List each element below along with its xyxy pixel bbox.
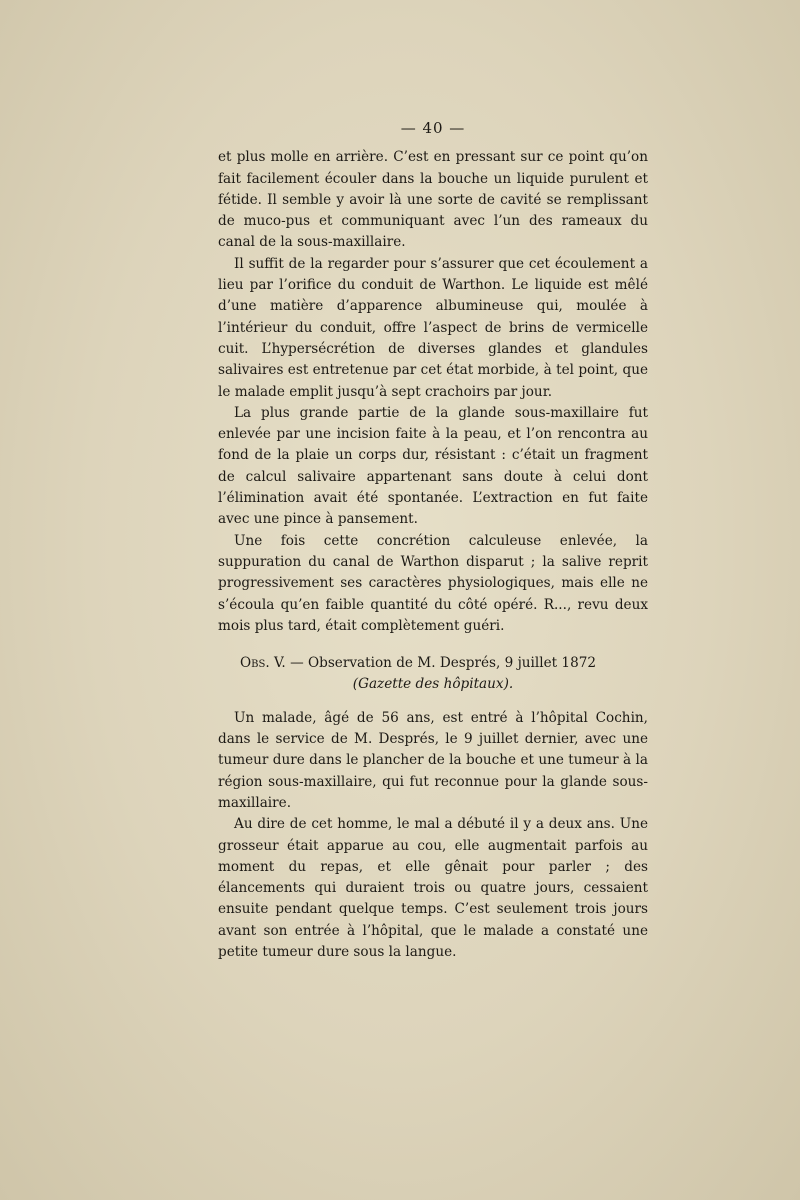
observation-label: Obs. V. (240, 655, 286, 672)
paragraph: Il suffit de la regarder pour s’assurer que cet écoulement a lieu par l’orifice du conduit de Warthon. Le liquide est mêlé d’une matière d’apparence albumineuse qui, moulée à l’intérieur du conduit, offre l’aspect de brins de vermicelle cuit. L’hypersécrétion de diverses glandes et glandules salivaires est entretenue par cet état morbide, à tel point, que le malade emplit jusqu’à sept crachoirs par jour. (218, 255, 648, 400)
observation-heading (218, 653, 648, 674)
observation-source: (Gazette des hôpitaux). (352, 676, 514, 693)
paragraph: et plus molle en arrière. C’est en pressant sur ce point qu’on fait facilement écouler dans la bouche un liquide purulent et fétide. Il semble y avoir là une sorte de cavité se remplissant de muco-pus et communiquant avec l’un des rameaux du canal de la sous-maxillaire. (218, 149, 648, 251)
paragraph: Une fois cette concrétion calculeuse enlevée, la suppuration du canal de Warthon disparut ; la salive reprit progressivement ses caractères physiologiques, mais elle ne s’écoula qu’en faible quantité du côté opéré. R..., revu deux mois plus tard, était complètement guéri. (218, 532, 648, 634)
paragraph: Au dire de cet homme, le mal a débuté il y a deux ans. Une grosseur était apparue au cou, elle augmentait parfois au moment du repas, et elle gênait pour parler ; des élancements qui duraient trois ou quatre jours, cessaient ensuite pendant quelque temps. C’est seulement trois jours avant son entrée à l’hôpital, que le malade a constaté une petite tumeur dure sous la langue. (218, 816, 648, 960)
page-text-block (218, 118, 648, 963)
observation-title: — Observation de M. Després, 9 juillet 1872 (285, 655, 597, 672)
paragraph: Un malade, âgé de 56 ans, est entré à l’hôpital Cochin, dans le service de M. Després, le 9 juillet dernier, avec une tumeur dure dans le plancher de la bouche et une tumeur à la région sous-maxillaire, qui fut reconnue pour la glande sous-maxillaire. (218, 709, 648, 811)
page-number: — 40 — (400, 119, 466, 137)
paragraph: La plus grande partie de la glande sous-maxillaire fut enlevée par une incision faite à la peau, et l’on rencontra au fond de la plaie un corps dur, résistant : c’était un fragment de calcul salivaire appartenant sans doute à celui dont l’élimination avait été spontanée. L’extraction en fut faite avec une pince à pansement. (218, 404, 648, 528)
